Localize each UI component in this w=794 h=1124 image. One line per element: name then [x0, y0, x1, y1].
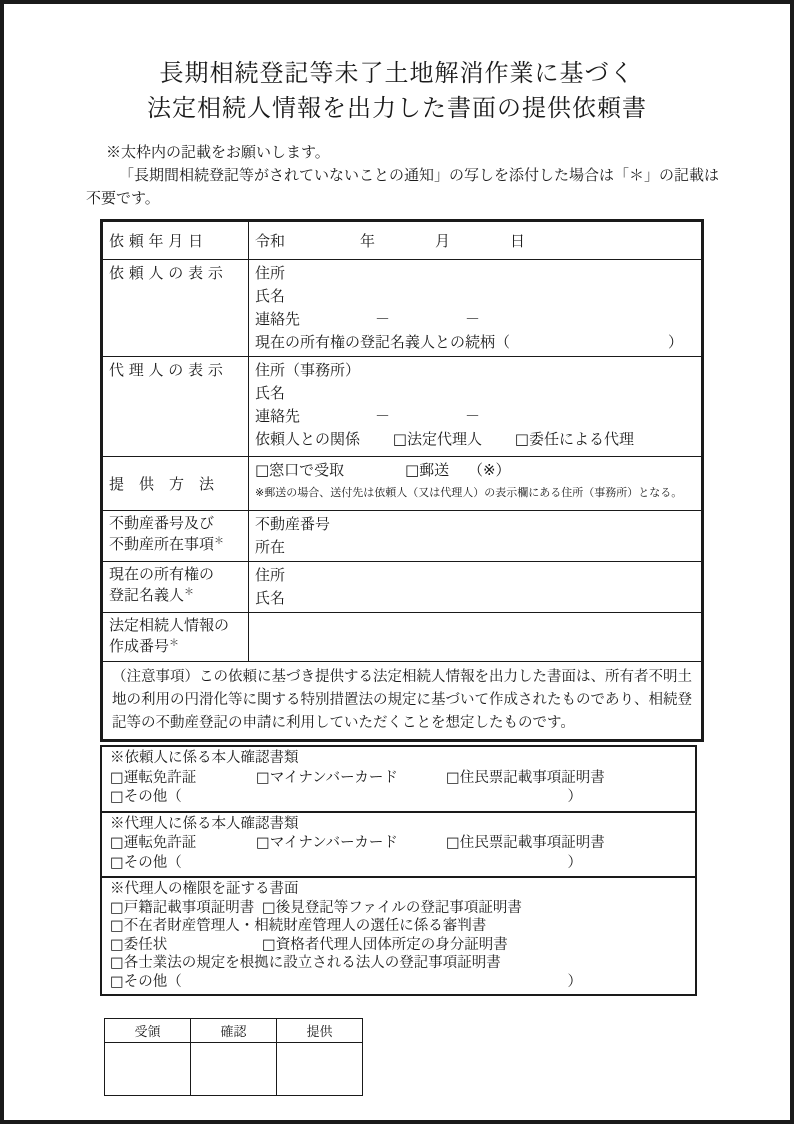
- checkbox-drivers-license[interactable]: □運転免許証: [110, 769, 197, 786]
- requester-id-docs-other: [110, 788, 582, 808]
- request-date-label: 依 頼 年 月 日: [102, 221, 249, 260]
- checkbox-mynumber-card[interactable]: □マイナンバーカード: [256, 835, 398, 851]
- checkbox-other[interactable]: □その他（: [110, 973, 182, 990]
- checkbox-sections: [100, 745, 697, 996]
- property-number-label-line1: 不動産番号及び: [109, 514, 215, 532]
- mail-note-marker: （※）: [467, 461, 511, 479]
- checkbox-residence-certificate[interactable]: □住民票記載事項証明書: [446, 835, 605, 851]
- agent-id-docs-other: [110, 854, 582, 874]
- stamp-cell-receipt: [105, 1043, 191, 1096]
- current-owner-label-line1: 現在の所有権の: [109, 565, 215, 583]
- other-close-paren: ）: [567, 854, 582, 871]
- agent-name-field[interactable]: 氏名: [255, 384, 286, 402]
- mail-delivery-note: ※郵送の場合、送付先は依頼人（又は代理人）の表示欄にある住所（事務所）となる。: [255, 486, 683, 499]
- stamp-header-row: [105, 1019, 363, 1043]
- other-close-paren: ）: [567, 789, 582, 805]
- row-delivery-method: [102, 457, 703, 511]
- asterisk-mark: ＊: [184, 587, 195, 598]
- property-number-value: [249, 511, 703, 562]
- header-notes: [86, 141, 790, 210]
- request-form-table: [100, 219, 704, 742]
- checkbox-other[interactable]: □その他（: [110, 854, 182, 871]
- checkbox-residence-certificate[interactable]: □住民票記載事項証明書: [446, 769, 605, 786]
- row-notice: [102, 662, 703, 741]
- agent-authority-line3: [110, 936, 687, 955]
- note-attachment-line2: 不要です。: [86, 189, 160, 207]
- section-agent-authority-docs: [102, 878, 695, 994]
- property-number-field[interactable]: 不動産番号: [255, 515, 331, 533]
- owner-address-field[interactable]: 住所: [255, 566, 286, 584]
- requester-address-field[interactable]: 住所: [255, 264, 286, 282]
- delivery-method-value: [249, 457, 703, 511]
- checkbox-family-register-cert[interactable]: □戸籍記載事項証明書: [110, 899, 255, 916]
- title-line-1: 長期相続登記等未了土地解消作業に基づく: [159, 59, 635, 87]
- agent-contact-field[interactable]: 連絡先 － －: [255, 407, 481, 425]
- checkbox-other[interactable]: □その他（: [110, 789, 182, 805]
- asterisk-mark: ＊: [169, 638, 180, 649]
- page-title: [4, 56, 790, 126]
- agent-id-docs-title: ※代理人に係る本人確認書類: [110, 815, 299, 832]
- stamp-cell-provide: [277, 1043, 363, 1096]
- agent-relation-label: 依頼人との関係: [255, 430, 361, 448]
- checkbox-drivers-license[interactable]: □運転免許証: [110, 835, 197, 851]
- note-bold-frame: ※太枠内の記載をお願いします。: [106, 143, 330, 161]
- notice-text: （注意事項）この依頼に基づき提供する法定相続人情報を出力した書面は、所有者不明土地の利用の円滑化等に関する特別措置法の規定に基づいて作成されたものであり、相続登記等の不動産登記の申請に利用していただくことを想定したものです。: [112, 669, 692, 731]
- row-agent-info: [102, 357, 703, 457]
- agent-authority-line2: [110, 917, 687, 936]
- checkbox-window-pickup[interactable]: □窓口で受取: [255, 461, 345, 479]
- current-owner-value: [249, 562, 703, 613]
- property-number-label: [102, 511, 249, 562]
- heir-info-number-label-line2: 作成番号＊: [109, 637, 180, 655]
- property-location-field[interactable]: 所在: [255, 538, 286, 556]
- stamp-header-confirm: 確認: [191, 1019, 277, 1043]
- checkbox-guardianship-registry-cert[interactable]: □後見登記等ファイルの登記事項証明書: [262, 899, 522, 916]
- agent-address-field[interactable]: 住所（事務所）: [255, 361, 361, 379]
- stamp-header-receipt: 受領: [105, 1019, 191, 1043]
- agent-authority-other: [110, 973, 582, 992]
- heir-info-number-label-line1: 法定相続人情報の: [109, 616, 230, 634]
- relationship-close-paren: ）: [667, 333, 683, 351]
- relationship-blank[interactable]: [510, 331, 668, 354]
- delivery-method-label: 提 供 方 法: [102, 457, 249, 511]
- current-owner-label-line2: 登記名義人＊: [109, 586, 195, 604]
- requester-id-docs-title: ※依頼人に係る本人確認書類: [110, 750, 299, 766]
- agent-authority-line1: [110, 899, 687, 918]
- agent-authority-line4: [110, 954, 687, 973]
- checkbox-delegated-agent[interactable]: □委任による代理: [514, 430, 634, 448]
- requester-contact-field[interactable]: 連絡先 － －: [255, 310, 481, 328]
- agent-authority-title: ※代理人の権限を証する書面: [110, 881, 299, 897]
- delivery-options-line: [255, 459, 695, 482]
- row-current-owner: [102, 562, 703, 613]
- row-requester-info: [102, 260, 703, 357]
- notice-cell: [102, 662, 703, 741]
- relationship-label: 現在の所有権の登記名義人との続柄（: [255, 333, 511, 351]
- row-request-date: [102, 221, 703, 260]
- row-property-number: [102, 511, 703, 562]
- section-agent-id-docs: [102, 813, 695, 879]
- section-requester-id-docs: [102, 747, 695, 813]
- checkbox-property-manager-judgment[interactable]: □不在者財産管理人・相続財産管理人の選任に係る審判書: [110, 918, 487, 934]
- requester-info-label: 依 頼 人 の 表 示: [102, 260, 249, 357]
- stamp-cell-confirm: [191, 1043, 277, 1096]
- requester-name-field[interactable]: 氏名: [255, 287, 286, 305]
- checkbox-legal-representative[interactable]: □法定代理人: [392, 430, 482, 448]
- owner-name-field[interactable]: 氏名: [255, 589, 286, 607]
- checkbox-mail[interactable]: □郵送: [404, 461, 450, 479]
- other-close-paren: ）: [567, 973, 582, 990]
- agent-relation-line: [255, 428, 695, 451]
- agent-id-docs-options: [110, 834, 687, 854]
- row-heir-info-number: [102, 613, 703, 662]
- checkbox-qualified-agent-id[interactable]: □資格者代理人団体所定の身分証明書: [262, 936, 508, 953]
- request-date-value[interactable]: 令和 年 月 日: [249, 221, 703, 260]
- requester-id-docs-options: [110, 769, 687, 789]
- agent-info-value: [249, 357, 703, 457]
- current-owner-label: [102, 562, 249, 613]
- property-number-label-line2: 不動産所在事項＊: [109, 535, 225, 553]
- asterisk-mark: ＊: [214, 536, 225, 547]
- checkbox-mynumber-card[interactable]: □マイナンバーカード: [256, 769, 398, 786]
- requester-relationship-field[interactable]: [255, 331, 695, 354]
- heir-info-number-field[interactable]: [249, 613, 703, 662]
- office-stamp-table: [104, 1018, 363, 1096]
- heir-info-number-label: [102, 613, 249, 662]
- title-line-2: 法定相続人情報を出力した書面の提供依頼書: [147, 94, 647, 122]
- note-attachment-line1: 「長期間相続登記等がされていないことの通知」の写しを添付した場合は「＊」の記載は: [119, 166, 720, 184]
- stamp-body-row: [105, 1043, 363, 1096]
- agent-info-label: 代 理 人 の 表 示: [102, 357, 249, 457]
- checkbox-power-of-attorney[interactable]: □委任状: [110, 936, 168, 953]
- requester-info-value: [249, 260, 703, 357]
- stamp-header-provide: 提供: [277, 1019, 363, 1043]
- checkbox-professional-corporation-cert[interactable]: □各士業法の規定を根拠に設立される法人の登記事項証明書: [110, 955, 501, 971]
